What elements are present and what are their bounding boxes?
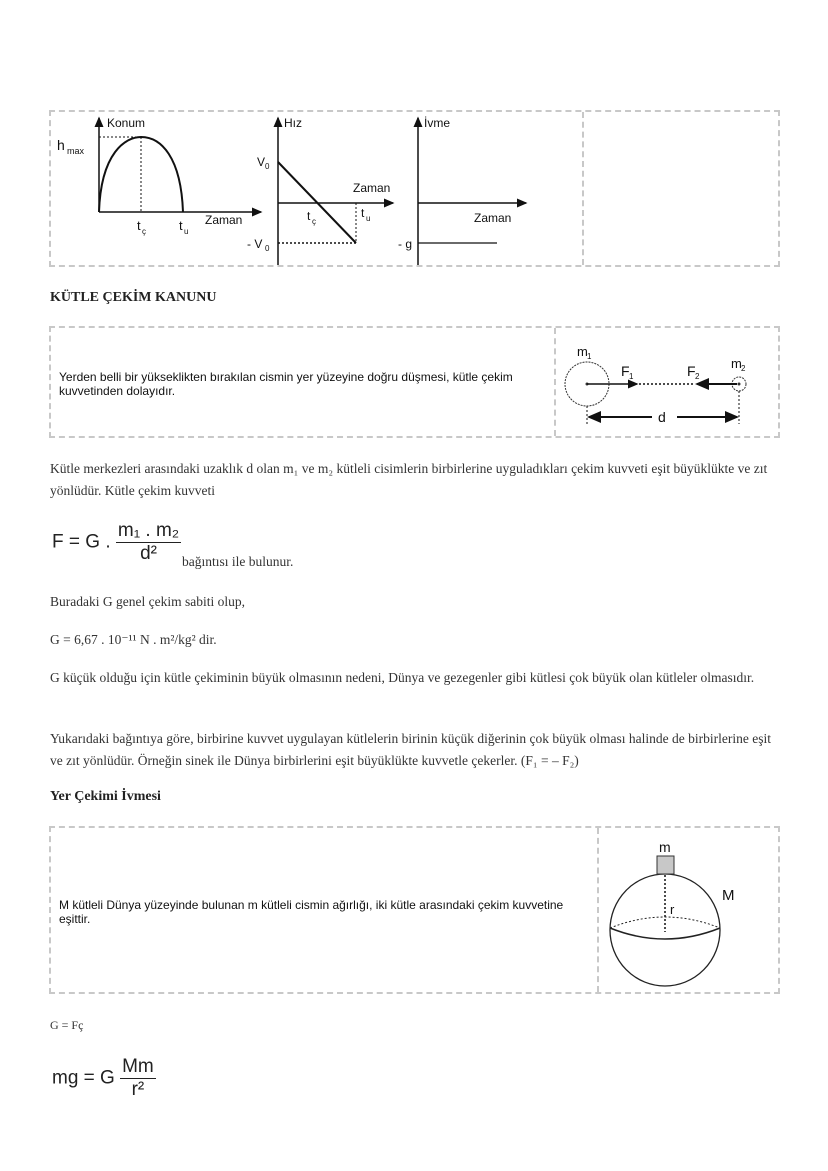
svg-text:t: t xyxy=(179,218,183,233)
svg-text:ç: ç xyxy=(312,217,316,226)
svg-text:t: t xyxy=(307,209,311,223)
svg-text:2: 2 xyxy=(741,364,746,373)
svg-text:V: V xyxy=(257,155,266,169)
svg-text:max: max xyxy=(67,146,85,156)
svg-text:r: r xyxy=(670,902,675,917)
svg-text:u: u xyxy=(366,214,371,223)
svg-text:Zaman: Zaman xyxy=(474,211,512,225)
weight-formula: mg = G $\frac{Mm}{\text{r²}}$ xyxy=(52,1056,154,1100)
motion-graphs-box xyxy=(49,110,780,267)
divider xyxy=(582,112,584,265)
divider xyxy=(597,828,599,992)
section-heading-gravity-law: KÜTLE ÇEKİM KANUNU xyxy=(50,290,217,305)
svg-text:1: 1 xyxy=(587,352,592,361)
svg-text:Zaman: Zaman xyxy=(205,213,243,227)
svg-text:m: m xyxy=(659,839,671,855)
position-time-graph xyxy=(57,116,261,236)
paragraph-small-g: G küçük olduğu için kütle çekiminin büyük olmasının nedeni, Dünya ve gezegenler gibi kütlesi çok büyük olan kütleler olmasıdır. xyxy=(50,670,755,685)
svg-text:0: 0 xyxy=(265,244,270,253)
earth-mass-diagram xyxy=(600,828,780,992)
paragraph-equal-forces: Yukarıdaki bağıntıya göre, birbirine kuvvet uygulayan kütlelerin birinin küçük diğerinin çok büyük olması halinde de birbirlerine eşit ve zıt yönlüdür. Örneğin sinek ile Dünya birbirlerini eşit büyüklükte kuvvetle çekerler. (F₁ = – F₂) xyxy=(50,731,771,768)
svg-text:h: h xyxy=(57,137,65,153)
weight-equation: G = Fç xyxy=(50,1018,84,1032)
paragraph-constant-intro: Buradaki G genel çekim sabiti olup, xyxy=(50,594,245,609)
svg-text:F: F xyxy=(687,363,696,379)
svg-text:d: d xyxy=(658,409,666,425)
svg-text:u: u xyxy=(184,227,189,236)
section-heading-gravity-acceleration: Yer Çekimi İvmesi xyxy=(50,789,161,804)
svg-text:1: 1 xyxy=(629,372,634,381)
gravitational-constant: G = 6,67 . 10⁻¹¹ N . m²/kg² dir. xyxy=(50,632,217,647)
svg-text:m: m xyxy=(577,344,588,359)
svg-text:2: 2 xyxy=(695,372,700,381)
svg-text:m: m xyxy=(731,356,742,371)
svg-text:Zaman: Zaman xyxy=(353,181,391,195)
paragraph-gravity-definition: Kütle merkezleri arasındaki uzaklık d olan m₁ ve m₂ kütleli cisimlerin birbirlerine uyguladıkları çekim kuvveti eşit büyüklükte ve zıt yönlüdür. Kütle çekim kuvveti xyxy=(50,461,768,498)
svg-text:Hız: Hız xyxy=(284,116,302,130)
svg-text:- g: - g xyxy=(398,237,413,251)
svg-text:t: t xyxy=(361,206,365,220)
velocity-time-graph xyxy=(247,116,393,265)
svg-text:- V: - V xyxy=(247,237,263,251)
divider xyxy=(554,328,556,436)
gravity-acceleration-box xyxy=(49,826,780,994)
svg-text:Konum: Konum xyxy=(107,116,146,130)
svg-text:0: 0 xyxy=(265,162,270,171)
box-text: Yerden belli bir yükseklikten bırakılan cismin yer yüzeyine doğru düşmesi, kütle çekim kuvvetinden dolayıdır. xyxy=(59,370,513,398)
gravity-law-box xyxy=(49,326,780,438)
two-masses-diagram xyxy=(557,328,777,436)
svg-text:F: F xyxy=(621,363,630,379)
acceleration-time-graph xyxy=(398,116,526,265)
box-text: M kütleli Dünya yüzeyinde bulunan m kütleli cismin ağırlığı, iki kütle arasındaki çekim kuvvetine eşittir. xyxy=(59,898,564,926)
svg-text:t: t xyxy=(137,218,141,233)
svg-text:İvme: İvme xyxy=(424,116,451,130)
svg-text:M: M xyxy=(722,887,735,904)
gravity-formula: F = G . $\frac{\text{m₁ . m₂}}{\text{d²}}$ xyxy=(52,520,180,564)
formula-suffix: bağıntısı ile bulunur. xyxy=(182,554,294,569)
motion-graphs xyxy=(51,112,581,265)
svg-text:ç: ç xyxy=(142,227,146,236)
